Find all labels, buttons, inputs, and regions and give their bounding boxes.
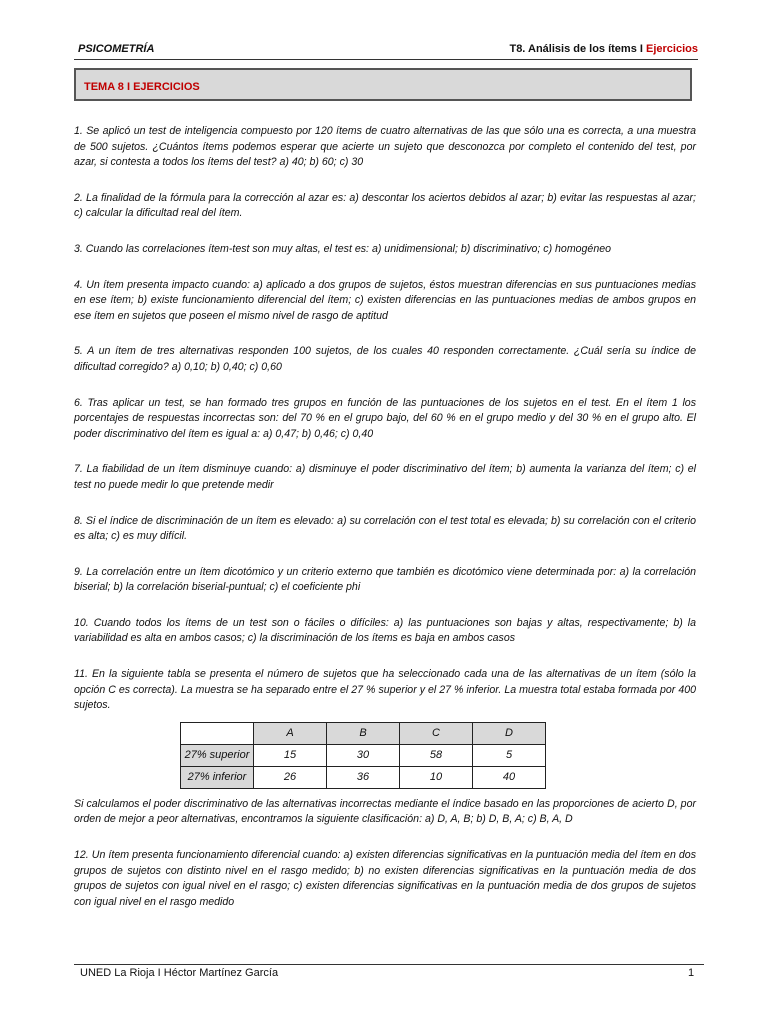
question-12: 12. Un ítem presenta funcionamiento diferencial cuando: a) existen diferencias significativas en la puntuación media del ítem en dos grupos de sujetos con distinto nivel en el rasgo medido; b) no existen diferencias significativas en la puntuación media de dos grupos de sujetos con igual nivel en el rasgo; c) existen diferencias significativas en la puntuación media de dos grupos de sujetos con igual nivel en el rasgo medido	[74, 849, 696, 908]
alternatives-table	[180, 722, 546, 789]
page-header	[74, 42, 698, 60]
table-cell: 5	[473, 744, 546, 766]
question-11-intro: 11. En la siguiente tabla se presenta el número de sujetos que ha seleccionado cada una de las alternativas de un ítem (sólo la opción C es correcta). La muestra se ha separado entre el 27 % superior y el 27 % inferior. La muestra total estaba formada por 400 sujetos.	[74, 668, 696, 712]
section-title: TEMA 8 I EJERCICIOS	[84, 81, 200, 93]
section-title-box	[74, 68, 692, 101]
footer-rule	[74, 964, 704, 965]
table-cell: 40	[473, 766, 546, 788]
header-subject: PSICOMETRÍA	[78, 43, 155, 55]
table-cell: 36	[327, 766, 400, 788]
table-row-header: 27% superior	[181, 744, 254, 766]
question-6: 6. Tras aplicar un test, se han formado tres grupos en función de las puntuaciones de los sujetos en el test. En el ítem 1 los porcentajes de respuestas incorrectas son: del 70 % en el grupo bajo, del 60 % en el grupo medio y del 30 % en el grupo alto. El poder discriminativo del ítem es igual a: a) 0,47; b) 0,46; c) 0,40	[74, 396, 696, 440]
table-cell: 26	[254, 766, 327, 788]
question-9: 9. La correlación entre un ítem dicotómico y un criterio externo que también es dicotómico viene determinada por: a) la correlación biserial; b) la correlación biserial-puntual; c) el coeficiente phi	[74, 565, 696, 594]
question-10: 10. Cuando todos los ítems de un test son o fáciles o difíciles: a) las puntuaciones son bajas y altas, respectivamente; b) la variabilidad es alta en ambos casos; c) la discriminación de los ítems es baja en ambos casos	[74, 616, 696, 645]
header-topic-prefix: T8. Análisis de los ítems I	[509, 43, 643, 55]
exercise-list	[74, 124, 696, 910]
table-col-header: C	[400, 722, 473, 744]
question-2: 2. La finalidad de la fórmula para la corrección al azar es: a) descontar los aciertos debidos al azar; b) evitar las respuestas al azar; c) calcular la dificultad real del ítem.	[74, 191, 696, 220]
page-number: 1	[688, 967, 695, 979]
table-col-header: B	[327, 722, 400, 744]
footer-author: UNED La Rioja I Héctor Martínez García	[80, 967, 279, 979]
question-8: 8. Si el índice de discriminación de un ítem es elevado: a) su correlación con el test total es elevada; b) su correlación con el criterio es alta; c) es muy difícil.	[74, 514, 696, 543]
header-topic-suffix: Ejercicios	[646, 43, 698, 55]
question-7: 7. La fiabilidad de un ítem disminuye cuando: a) disminuye el poder discriminativo del ítem; b) aumenta la varianza del ítem; c) el test no puede medir lo que pretende medir	[74, 463, 696, 491]
question-11-followup: Si calculamos el poder discriminativo de las alternativas incorrectas mediante el índice basado en las proporciones de acierto D, por orden de mejor a peor alternativas, encontramos la siguiente clasificación: a) D, A, B; b) D, B, A; c) B, A, D	[74, 797, 696, 826]
table-row	[181, 766, 546, 788]
table-corner-cell	[181, 722, 254, 744]
question-5: 5. A un ítem de tres alternativas responden 100 sujetos, de los cuales 40 responden correctamente. ¿Cuál sería su índice de dificultad corregido? a) 0,10; b) 0,40; c) 0,60	[74, 345, 696, 373]
table-row	[181, 744, 546, 766]
table-cell: 15	[254, 744, 327, 766]
table-header-row	[181, 722, 546, 744]
question-4: 4. Un ítem presenta impacto cuando: a) aplicado a dos grupos de sujetos, éstos muestran diferencias en sus puntuaciones medias en ese ítem; b) existe funcionamiento diferencial del ítem; c) existen diferencias en las puntuaciones medias de ambos grupos en ese ítem en sujetos que poseen el mismo nivel de rasgo de aptitud	[74, 278, 696, 322]
question-1: 1. Se aplicó un test de inteligencia compuesto por 120 ítems de cuatro alternativas de las que sólo una es correcta, a una muestra de 500 sujetos. ¿Cuántos ítems podemos esperar que acierte un sujeto que desconozca por completo el contenido del test, por azar, si contesta a todos los ítems del test? a) 40; b) 60; c) 30	[74, 125, 696, 169]
table-col-header: A	[254, 722, 327, 744]
header-topic	[509, 43, 698, 55]
table-cell: 58	[400, 744, 473, 766]
table-col-header: D	[473, 722, 546, 744]
table-cell: 30	[327, 744, 400, 766]
table-row-header: 27% inferior	[181, 766, 254, 788]
question-3: 3. Cuando las correlaciones ítem-test son muy altas, el test es: a) unidimensional; b) discriminativo; c) homogéneo	[74, 242, 612, 255]
table-cell: 10	[400, 766, 473, 788]
